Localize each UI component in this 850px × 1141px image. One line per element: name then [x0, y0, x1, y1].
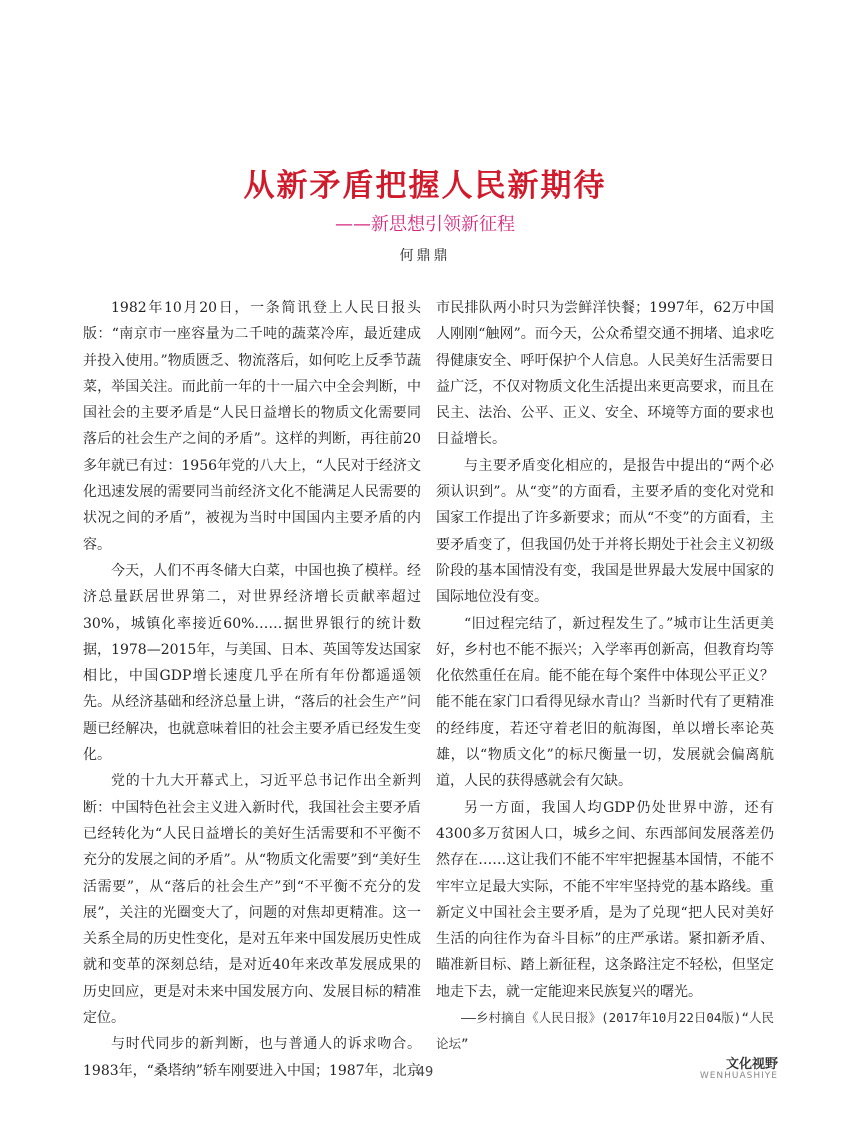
- paragraph: 党的十九大开幕式上，习近平总书记作出全新判断：中国特色社会主义进入新时代，我国社会主要矛盾已经转化为“人民日益增长的美好生活需要和不平衡不充分的发展之间的矛盾”。从“物质文化需要”到“美好生活需要”，从“落后的社会生产”到“不平衡不充分的发展”，关注的光圈变大了，问题的对焦却更精准。这一关系全局的历史性变化，是对五年来中国发展历史性成就和变革的深刻总结，是对近40年来改革发展成果的历史回应，更是对未来中国发展方向、发展目标的精准定位。: [83, 773, 421, 1027]
- source-note: ——乡村摘自《人民日报》(2017年10月22日04版)“人民论坛”: [436, 1010, 774, 1052]
- magazine-name-pinyin: WENHUASHIYE: [699, 1071, 778, 1081]
- paragraph: 另一方面，我国人均GDP仍处世界中游，还有4300多万贫困人口，城乡之间、东西部间发展落差仍然存在……这让我们不能不牢牢把握基本国情，不能不牢牢立足最大实际，不能不牢牢坚持党的基本路线。重新定义中国社会主要矛盾，是为了兑现“把人民对美好生活的向往作为奋斗目标”的庄严承诺。紧扣新矛盾、瞄准新目标、踏上新征程，这条路注定不轻松，但坚定地走下去，就一定能迎来民族复兴的曙光。: [436, 799, 774, 1000]
- paragraph-continued: 市民排队两小时只为尝鲜洋快餐；1997年，62万中国人刚刚“触网”。而今天，公众希望交通不拥堵、追求吃得健康安全、呼吁保护个人信息。人民美好生活需要日益广泛，不仅对物质文化生活提出来更高要求，而且在民主、法治、公平、正义、安全、环境等方面的要求也日益增长。: [436, 300, 774, 448]
- right-column: [436, 295, 774, 1057]
- left-column: [83, 295, 421, 1084]
- paragraph: “旧过程完结了，新过程发生了。”城市让生活更美好，乡村也不能不振兴；入学率再创新高，但教育均等化依然重任在肩。能不能在每个案件中体现公平正义？能不能在家门口看得见绿水青山？当新时代有了更精准的经纬度，若还守着老旧的航海图，单以增长率论英雄，以“物质文化”的标尺衡量一切，发展就会偏离航道，人民的获得感就会有欠缺。: [436, 615, 774, 790]
- article-subtitle: ——新思想引领新征程: [335, 214, 515, 235]
- article-author: 何鼎鼎: [399, 248, 451, 264]
- page-number: 49: [416, 1065, 434, 1080]
- article-title: 从新矛盾把握人民新期待: [243, 168, 607, 204]
- paragraph: 1982年10月20日，一条简讯登上人民日报头版：“南京市一座容量为二千吨的蔬菜冷库，最近建成并投入使用。”物质匮乏、物流落后，如何吃上反季节蔬菜，举国关注。而此前一年的十一届六中全会判断，中国社会的主要矛盾是“人民日益增长的物质文化需要同落后的社会生产之间的矛盾”。这样的判断，再往前20多年就已有过：1956年党的八大上，“人民对于经济文化迅速发展的需要同当前经济文化不能满足人民需要的状况之间的矛盾”，被视为当时中国国内主要矛盾的内容。: [83, 300, 421, 553]
- paragraph: 与时代同步的新判断，也与普通人的诉求吻合。1983年，“桑塔纳”轿车刚要进入中国；1987年，北京: [83, 1036, 421, 1079]
- paragraph: 与主要矛盾变化相应的，是报告中提出的“两个必须认识到”。从“变”的方面看，主要矛盾的变化对党和国家工作提出了许多新要求；而从“不变”的方面看，主要矛盾变了，但我国仍处于并将长期处于社会主义初级阶段的基本国情没有变，我国是世界最大发展中国家的国际地位没有变。: [436, 457, 774, 606]
- paragraph: 今天，人们不再冬储大白菜，中国也换了模样。经济总量跃居世界第二，对世界经济增长贡献率超过30%，城镇化率接近60%……据世界银行的统计数据，1978—2015年，与美国、日本、英国等发达国家相比，中国GDP增长速度几乎在所有年份都遥遥领先。从经济基础和经济总量上讲，“落后的社会生产”问题已经解决，也就意味着旧的社会主要矛盾已经发生变化。: [83, 562, 421, 764]
- magazine-name: 文化视野: [725, 1057, 778, 1072]
